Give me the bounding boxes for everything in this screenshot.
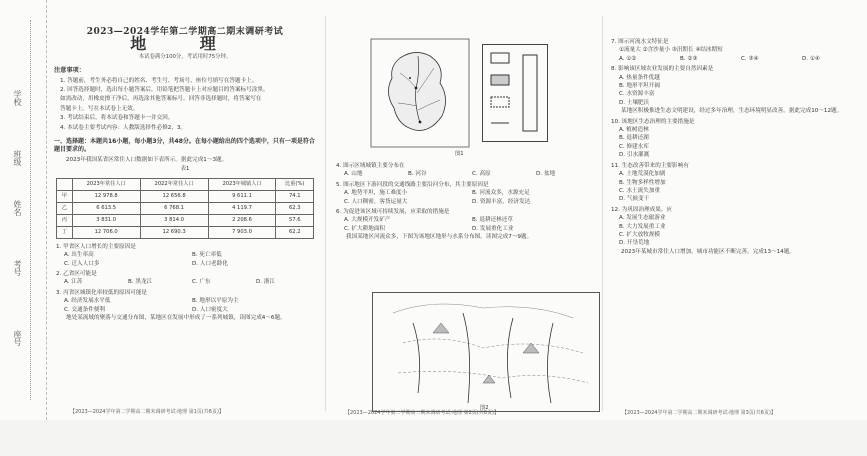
notice-list [50, 77, 320, 132]
notice-item: 1. 答题前，考生务必将自己的姓名、考生号、考场号、座位号填写在答题卡上。 [60, 77, 258, 84]
table-header: 2023年城镇人口 [208, 178, 276, 190]
option: C. 人口稠密，客货运量大 [344, 198, 408, 205]
option: D. 引水灌溉 [619, 152, 650, 159]
option: B. 地形以平原为主 [192, 298, 239, 305]
option: C. 迁入人口多 [64, 260, 100, 267]
question-options [344, 216, 600, 233]
table-cell: 74.1 [276, 190, 314, 202]
binding-label: 座号 [13, 330, 22, 346]
population-table [56, 178, 314, 239]
option: B. 退耕还林还草 [472, 217, 513, 224]
question-options [64, 251, 320, 268]
column-divider [325, 16, 326, 411]
option: D. ①④ [802, 55, 820, 62]
option: A. 大规模开发矿产 [344, 217, 391, 224]
question-stem: 10. 该地区生态治理的主要措施是 [611, 118, 695, 125]
binding-cut-line [30, 20, 31, 400]
option: A. 地势平坦，施工难度小 [344, 190, 408, 197]
table-row [57, 214, 314, 226]
option: A. 植树造林 [619, 127, 649, 134]
table-cell: 62.2 [276, 226, 314, 238]
table-cell: 12 706.0 [72, 226, 140, 238]
option: A. 山地 [344, 171, 363, 178]
page-footer: 【2023—2024学年第二学期高二期末调研考试·地理 第3页(共6页)】 [622, 410, 776, 416]
notice-item: 如需改动，用橡皮擦干净后，再选涂其他答案标号。回答非选择题时，将答案写在 [60, 96, 262, 103]
table-cell: 乙 [57, 202, 73, 214]
table-header: 比重(%) [276, 178, 314, 190]
option: D. 人口老龄化 [192, 260, 228, 267]
table-header: 2022年常住人口 [140, 178, 208, 190]
table-cell: 甲 [57, 190, 73, 202]
question-stem: 12. 为巩固治理成果，应 [611, 206, 673, 213]
table-header: 2023年常住人口 [72, 178, 140, 190]
passage-text: 2023年我国某省区常住人口数据如下表所示。据此完成1～3题。 [66, 156, 228, 163]
option: D. 发展重化工业 [472, 225, 514, 232]
map-legend [482, 44, 548, 142]
notice-heading: 注意事项： [54, 67, 85, 75]
option: B. 河流众多，水源充足 [472, 190, 530, 197]
notice-item: 4. 本试卷主要考试内容：人教版选择性必修2、3。 [60, 124, 187, 131]
figure-caption: 图2 [480, 405, 489, 411]
option: A. 土地荒漠化加剧 [619, 171, 666, 178]
terrain-river-map [372, 292, 600, 412]
option: B. 死亡率低 [192, 252, 222, 259]
column-page-1 [50, 0, 320, 420]
table-cell: 3 814.0 [140, 214, 208, 226]
option: A. 江苏 [64, 279, 83, 286]
option: C. 扩大放牧规模 [619, 231, 661, 238]
page-footer: 【2023—2024学年第二学期高二期末调研考试·地理 第2页(共6页)】 [345, 410, 499, 416]
table-row [57, 190, 314, 202]
question-stem: 11. 生态改善带来的主要影响有 [611, 162, 689, 169]
table-header [57, 178, 73, 190]
question-stem: 3. 丙省区城镇化率较低的原因可能是 [56, 289, 148, 296]
question-options [64, 278, 320, 286]
option: C. 交通条件便利 [64, 306, 106, 313]
question-stem: 8. 影响该区域农业发展的主要自然因素是 [611, 66, 714, 73]
question-options [344, 189, 600, 206]
notice-item: 答题卡上。写在本试卷上无效。 [60, 105, 139, 112]
table-cell: 2 208.6 [208, 214, 276, 226]
binding-label: 姓名 [13, 200, 22, 216]
option: B. 大力发展重工业 [619, 223, 666, 230]
option: A. 发展生态旅游业 [619, 215, 666, 222]
option: D. 人口密度大 [192, 306, 228, 313]
binding-label: 班级 [13, 150, 22, 166]
option: A. 热量条件优越 [619, 74, 660, 81]
table-cell: 7 903.0 [208, 226, 276, 238]
option: A. ①② [619, 55, 637, 62]
option: B. 河谷 [408, 171, 427, 178]
exam-subject: 地 理 [130, 34, 240, 54]
question-options [64, 297, 320, 314]
option: A. 经济发展水平低 [64, 298, 111, 305]
table-cell: 57.6 [276, 214, 314, 226]
table-cell: 12 690.3 [140, 226, 208, 238]
figure-caption: 图1 [455, 151, 464, 157]
table-cell: 丁 [57, 226, 73, 238]
question-stem: 6. 为促进该区域可持续发展，应采取的措施是 [336, 209, 450, 216]
option: A. 出生率高 [64, 252, 94, 259]
table-cell: 4 119.7 [208, 202, 276, 214]
page-footer: 【2023—2024学年第二学期高二期末调研考试·地理 第1页(共6页)】 [70, 408, 224, 415]
option: B. 黑龙江 [128, 279, 153, 286]
option: B. 生物多样性增加 [619, 179, 666, 186]
table-cell: 丙 [57, 214, 73, 226]
binding-label: 考号 [13, 260, 22, 276]
table-row [57, 202, 314, 214]
table-header-row [57, 178, 314, 190]
passage-text: 我国某地区河流众多，下图为该地区地形与水系分布图。读图完成7～9题。 [346, 234, 533, 241]
option: B. 地形平坦开阔 [619, 83, 660, 90]
exam-title: 2023—2024学年第二学期高二期末调研考试 [86, 27, 284, 37]
option: D. 浙江 [256, 279, 276, 286]
option: B. ②③ [680, 55, 698, 62]
option: D. 资源丰富，经济发达 [472, 198, 531, 205]
river-basin-map [370, 38, 470, 148]
notice-item: 3. 考试结束后，将本试卷和答题卡一并交回。 [60, 115, 174, 122]
option: C. 水土流失加重 [619, 187, 661, 194]
table-cell: 9 611.1 [208, 190, 276, 202]
passage-text: 2023年某城市常住人口增加，城市功能区不断完善。完成13～14题。 [621, 248, 795, 255]
question-stem: 4. 图示区域城镇主要分布在 [336, 163, 405, 169]
option: D. 气候变干 [619, 196, 650, 203]
question-stem: 1. 甲省区人口增长的主要原因是 [56, 243, 136, 250]
question-options [344, 170, 600, 178]
binding-label: 学校 [13, 90, 22, 106]
option: C. 高原 [472, 171, 491, 178]
table-cell: 6 613.5 [72, 202, 140, 214]
question-stem: 2. 乙省区可能是 [56, 270, 97, 277]
table-cell: 12 978.8 [72, 190, 140, 202]
table-cell: 62.3 [276, 202, 314, 214]
option: C. 扩大耕地面积 [344, 225, 386, 232]
table-cell: 12 656.8 [140, 190, 208, 202]
option: D. 开垦荒地 [619, 240, 650, 247]
question-options [619, 55, 863, 63]
question-stem: 7. 图示河流水文特征是 [611, 39, 669, 45]
option: C. 水资源丰富 [619, 91, 655, 98]
column-page-3 [605, 36, 863, 456]
option: D. 土壤肥沃 [619, 99, 650, 106]
option: C. 广东 [192, 279, 211, 286]
question-stem: 5. 图示地区下游河段的交通线路主要沿河分布，其主要原因是 [336, 181, 489, 188]
option: C. ③④ [741, 55, 759, 62]
option: B. 退耕还湖 [619, 135, 649, 142]
column-divider [602, 16, 603, 411]
table-cell: 6 768.1 [140, 202, 208, 214]
notice-item: 2. 回答选择题时，选出每小题答案后，用铅笔把答题卡上对应题目的答案标号涂黑。 [60, 87, 269, 94]
table-row [57, 226, 314, 238]
exam-note: 本试卷满分100分，考试用时75分钟。 [138, 53, 232, 60]
table-cell: 3 831.0 [72, 214, 140, 226]
binding-margin [0, 0, 47, 420]
table-caption: 表1 [180, 166, 190, 173]
option: D. 盆地 [536, 171, 556, 178]
passage-text: 地处某流域的聚落与交通分布图，某地区在发展中形成了一系列城镇，读图完成4～6题。 [66, 314, 286, 321]
option: C. 修建水库 [619, 143, 649, 150]
question-statements: ①流量大 ②含沙量小 ③汛期长 ④结冰期短 [619, 47, 723, 54]
passage-text: 某地区积极推进生态文明建设，经过多年治理，生态环境明显改善。据此完成10～12题。 [621, 108, 843, 115]
section-heading: 一、选择题：本题共16小题，每小题3分，共48分。在每小题给出的四个选项中，只有一项是符合题目要求的。 [54, 138, 315, 154]
